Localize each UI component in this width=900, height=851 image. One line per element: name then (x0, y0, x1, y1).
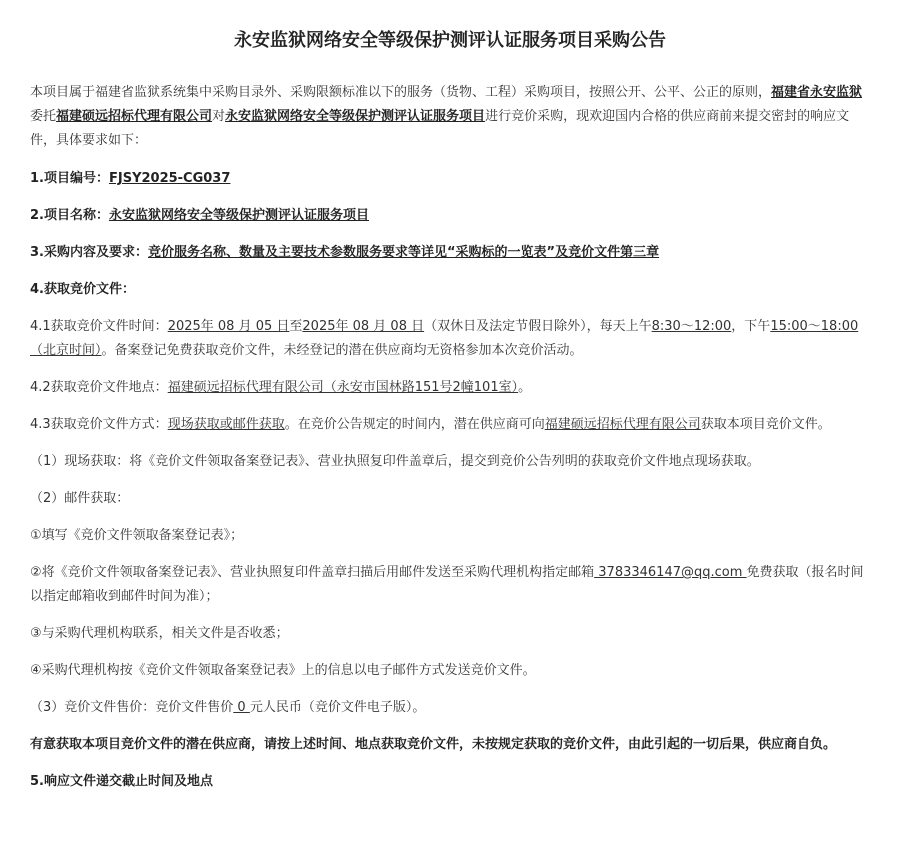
onsite-pickup-paragraph: （1）现场获取：将《竞价文件领取备案登记表》、营业执照复印件盖章后，提交到竞价公告列明的获取竞价文件地点现场获取。 (30, 454, 760, 469)
intro-paragraph (30, 81, 872, 153)
price-value: 0 (233, 700, 250, 715)
s42-pre: 4.2获取竞价文件地点： (30, 380, 168, 395)
step-1: ①填写《竞价文件领取备案登记表》； (30, 528, 244, 543)
section-project-name (30, 204, 872, 228)
email-link[interactable]: 3783346147@qq.com (594, 565, 747, 580)
intro-mid1: 委托 (30, 109, 57, 124)
s41-pm-label: ，下午 (731, 319, 771, 334)
section-obtain-documents (30, 278, 872, 302)
section-1-label: 1.项目编号： (30, 171, 109, 186)
project-number: FJSY2025-CG037 (108, 171, 231, 186)
end-date: 2025年 08 月 08 日 (302, 319, 425, 334)
section-project-number (30, 167, 872, 191)
intro-mid2: 对 (212, 109, 226, 124)
pickup-method: 现场获取或邮件获取 (167, 417, 285, 432)
pickup-address: 福建硕远招标代理有限公司（永安市国林路151号2幢101室） (167, 380, 519, 395)
project-name: 永安监狱网络安全等级保护测评认证服务项目 (225, 109, 486, 124)
section-4-label: 4.获取竞价文件： (30, 282, 135, 297)
s42-post: 。 (518, 380, 532, 395)
agency-name: 福建硕远招标代理有限公司 (56, 109, 213, 124)
project-name-value: 永安监狱网络安全等级保护测评认证服务项目 (108, 208, 369, 223)
section-4-1 (30, 315, 872, 363)
price-post: 元人民币（竞价文件电子版）。 (249, 700, 426, 715)
procurement-content-value: 竞价服务名称、数量及主要技术参数服务要求等详见“采购标的一览表”及竞价文件第三章 (147, 245, 660, 260)
section-3-label: 3.采购内容及要求： (30, 245, 148, 260)
section-4-3 (30, 413, 872, 437)
s41-pre: 4.1获取竞价文件时间： (30, 319, 168, 334)
section-4-2 (30, 376, 872, 400)
s43-post: 获取本项目竞价文件。 (700, 417, 831, 432)
start-date: 2025年 08 月 05 日 (167, 319, 290, 334)
announcement-body (30, 81, 872, 794)
step-4: ④采购代理机构按《竞价文件领取备案登记表》上的信息以电子邮件方式发送竞价文件。 (30, 663, 536, 678)
price-paragraph (30, 696, 872, 720)
s43-pre: 4.3获取竞价文件方式： (30, 417, 168, 432)
price-pre: （3）竞价文件售价：竞价文件售价 (30, 700, 234, 715)
section-submission-deadline (30, 770, 872, 794)
warning-paragraph: 有意获取本项目竞价文件的潜在供应商，请按上述时间、地点获取竞价文件，未按规定获取的竞价文件，由此引起的一切后果，供应商自负。 (30, 737, 837, 752)
s43-mid: 。在竞价公告规定的时间内，潜在供应商可向 (284, 417, 545, 432)
section-procurement-content (30, 241, 872, 265)
intro-pre: 本项目属于福建省监狱系统集中采购目录外、采购限额标准以下的服务（货物、工程）采购项目，按照公开、公平、公正的原则， (30, 85, 772, 100)
step-2-pre: ②将《竞价文件领取备案登记表》、营业执照复印件盖章扫描后用邮件发送至采购代理机构指定邮箱 (30, 565, 595, 580)
step-3: ③与采购代理机构联系，相关文件是否收悉； (30, 626, 289, 641)
step-2-post: 免费获取（报名时间以指定邮箱收到邮件时间为准）； (30, 565, 864, 604)
s41-post: 。备案登记免费获取竞价文件，未经登记的潜在供应商均无资格参加本次竞价活动。 (101, 343, 583, 358)
afternoon-hours: 15:00～18:00（北京时间） (30, 319, 859, 358)
s41-to: 至 (289, 319, 303, 334)
step-2 (30, 561, 872, 609)
s43-agency-name: 福建硕远招标代理有限公司 (544, 417, 701, 432)
section-5-label: 5.响应文件递交截止时间及地点 (30, 774, 213, 789)
client-name: 福建省永安监狱 (771, 85, 863, 100)
s41-mid: （双休日及法定节假日除外），每天上午 (424, 319, 652, 334)
intro-post: 进行竞价采购，现欢迎国内合格的供应商前来提交密封的响应文件，具体要求如下： (30, 109, 850, 148)
section-2-label: 2.项目名称： (30, 208, 109, 223)
morning-hours: 8:30～12:00 (651, 319, 732, 334)
page-title: 永安监狱网络安全等级保护测评认证服务项目采购公告 (234, 30, 666, 51)
email-pickup-paragraph: （2）邮件获取： (30, 491, 130, 506)
